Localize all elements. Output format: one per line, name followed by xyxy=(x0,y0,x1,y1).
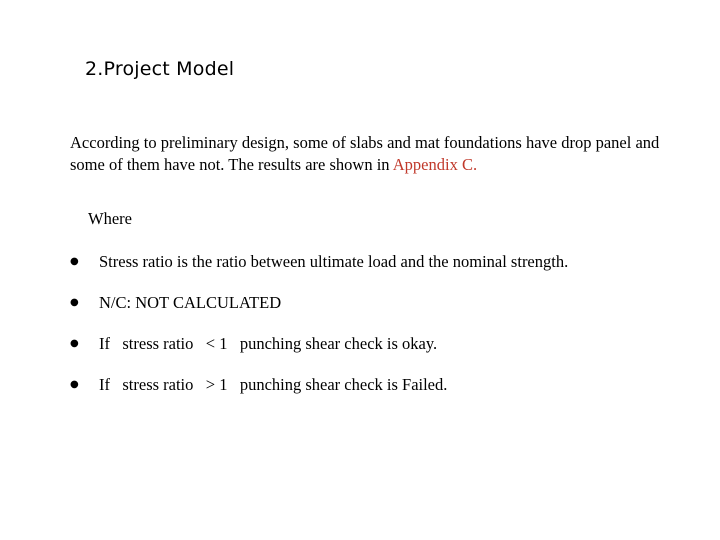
definition-list xyxy=(70,250,690,414)
list-item xyxy=(70,291,690,332)
list-item-text: Stress ratio is the ratio between ultimate load and the nominal strength. xyxy=(99,252,569,271)
list-item-text: N/C: NOT CALCULATED xyxy=(99,293,282,312)
intro-text: According to preliminary design, some of slabs and mat foundations have drop panel and some of them have not. The results are shown in xyxy=(70,133,660,174)
bullet-icon: ● xyxy=(70,297,79,308)
list-item-text: If stress ratio > 1 punching shear check is Failed. xyxy=(99,375,448,394)
bullet-icon: ● xyxy=(70,256,79,267)
list-item xyxy=(70,250,690,291)
intro-paragraph xyxy=(70,132,670,176)
bullet-icon: ● xyxy=(70,379,79,390)
slide-title: 2.Project Model xyxy=(85,58,235,80)
list-item xyxy=(70,373,690,414)
appendix-reference: Appendix C. xyxy=(392,155,478,174)
list-item xyxy=(70,332,690,373)
list-item-text: If stress ratio < 1 punching shear check is okay. xyxy=(99,334,438,353)
bullet-icon: ● xyxy=(70,338,79,349)
where-label: Where xyxy=(88,209,132,228)
